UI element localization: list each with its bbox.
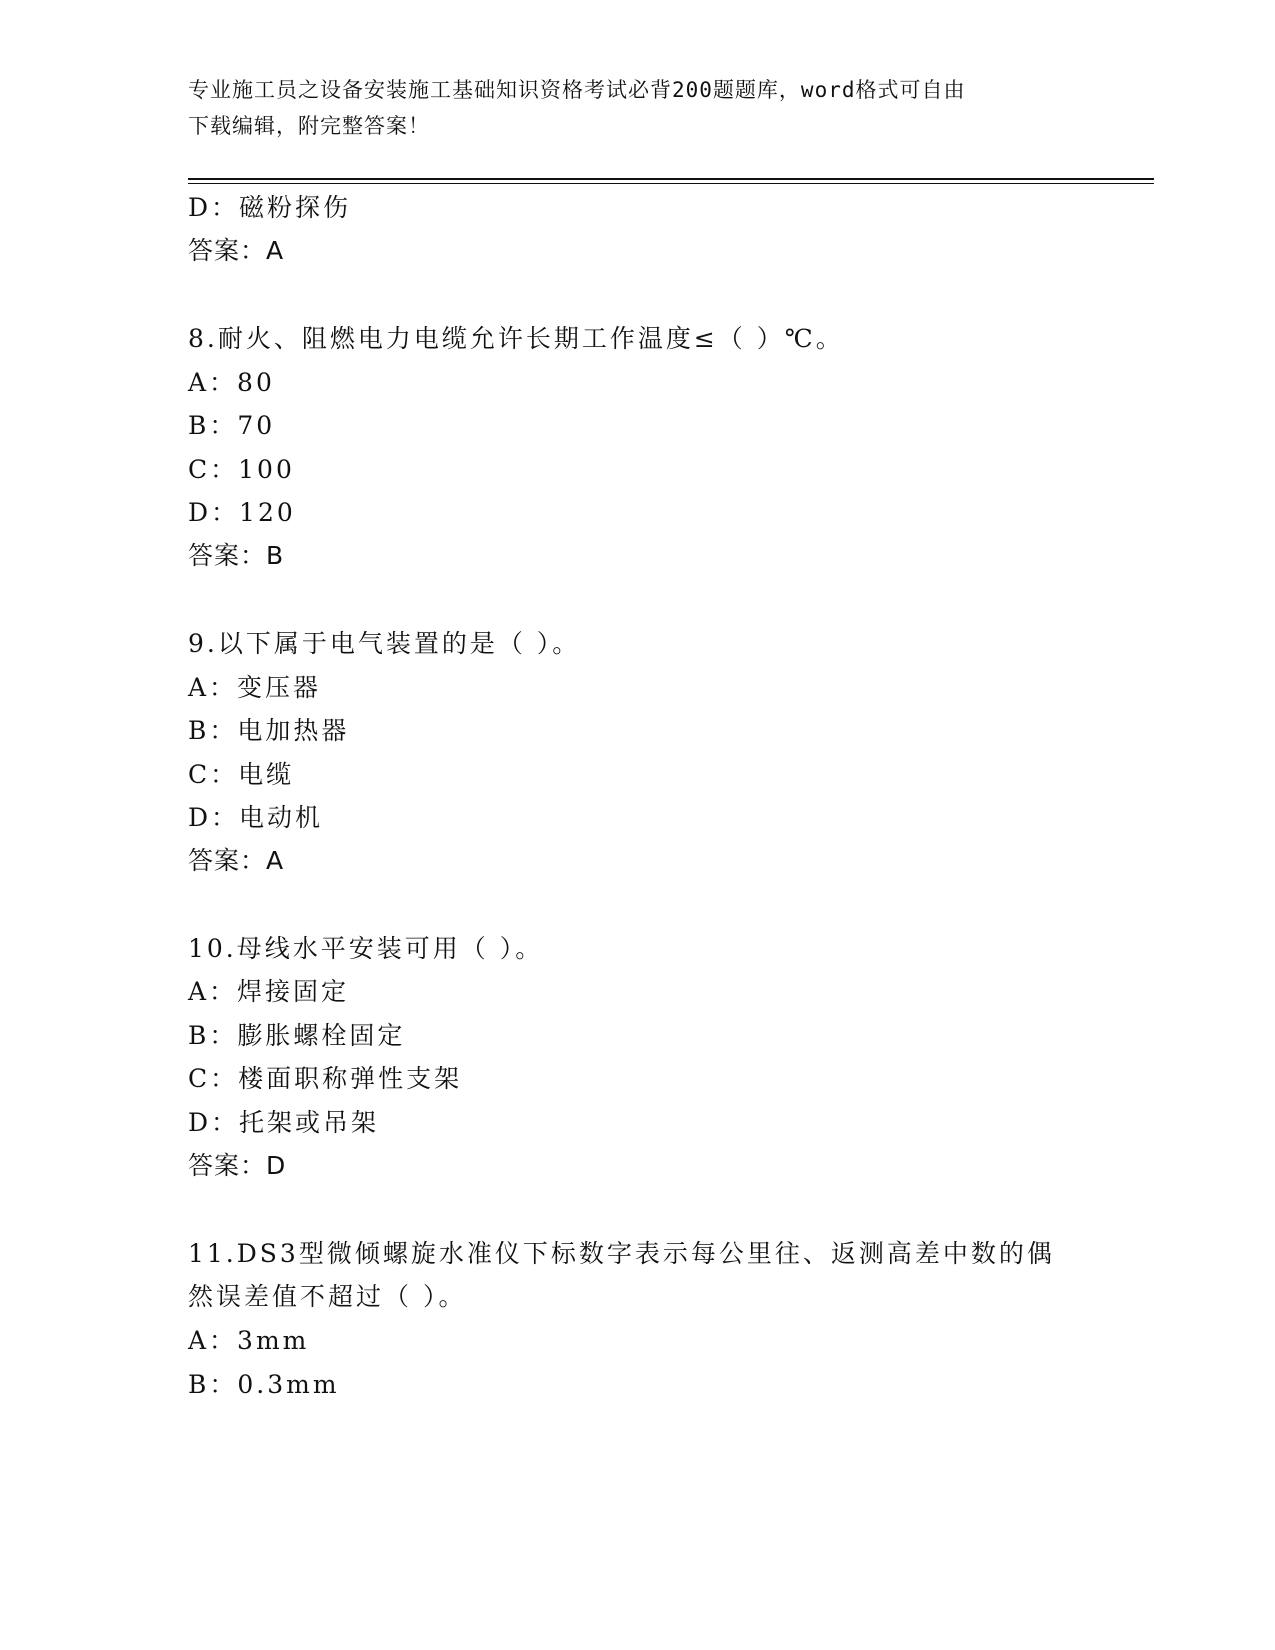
q9-option-d: D：电动机: [188, 803, 324, 832]
q9-stem: 9.以下属于电气装置的是（ ）。: [188, 629, 581, 658]
q9-option-a: A：变压器: [188, 673, 322, 702]
q8-option-d: D：120: [188, 498, 296, 527]
header-title-line-1: 专业施工员之设备安装施工基础知识资格考试必背200题题库，word格式可自由: [188, 78, 966, 102]
header-divider-thin: [188, 183, 1154, 184]
header-divider-thick: [188, 178, 1154, 180]
q8-option-c: C：100: [188, 455, 295, 484]
q11-stem-line-2: 然误差值不超过（ ）。: [188, 1282, 467, 1311]
q11-stem-line-1: 11.DS3型微倾螺旋水准仪下标数字表示每公里往、返测高差中数的偶: [188, 1239, 1055, 1268]
q10-option-b: B：膨胀螺栓固定: [188, 1021, 406, 1050]
q11-option-b: B：0.3mm: [188, 1370, 340, 1399]
q7-answer: 答案：A: [188, 236, 285, 265]
header-title-line-2: 下载编辑，附完整答案！: [188, 114, 430, 138]
q9-option-c: C：电缆: [188, 760, 295, 789]
q10-option-c: C：楼面职称弹性支架: [188, 1064, 463, 1093]
q10-answer: 答案：D: [188, 1151, 287, 1180]
q10-option-d: D：托架或吊架: [188, 1108, 380, 1137]
q10-stem: 10.母线水平安装可用（ ）。: [188, 934, 544, 963]
q8-stem: 8.耐火、阻燃电力电缆允许长期工作温度≤（ ）℃。: [188, 324, 844, 353]
q8-option-a: A：80: [188, 368, 275, 397]
q9-option-b: B：电加热器: [188, 716, 350, 745]
q8-answer: 答案：B: [188, 541, 285, 570]
q7-option-d: D：磁粉探伤: [188, 193, 352, 222]
q9-answer: 答案：A: [188, 846, 285, 875]
q10-option-a: A：焊接固定: [188, 977, 350, 1006]
q8-option-b: B：70: [188, 411, 276, 440]
q11-option-a: A：3mm: [188, 1326, 310, 1355]
document-header: [188, 72, 1068, 144]
